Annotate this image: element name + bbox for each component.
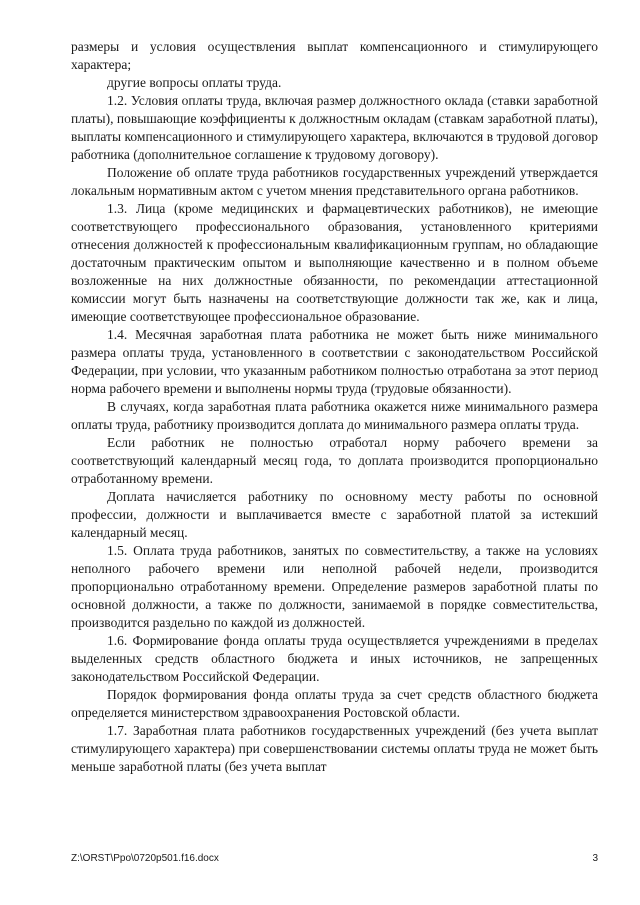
footer-file-path: Z:\ORST\Ppo\0720p501.f16.docx xyxy=(71,853,219,864)
paragraph-1-3: 1.3. Лица (кроме медицинских и фармацевтических работников), не имеющие соответствующего профессионального образования, установленного критериями отнесения должностей к профессиональным квалификационным группам, но обладающие достаточным практическим опытом и выполняющие качественно и в полном объеме возложенные на них должностные обязанности, по рекомендации аттестационной комиссии могут быть назначены на соответствующие должности так же, как и лица, имеющие соответствующее профессиональное образование. xyxy=(71,201,598,324)
paragraph-1-7: 1.7. Заработная плата работников государственных учреждений (без учета выплат стимулирующего характера) при совершенствовании системы оплаты труда не может быть меньше заработной платы (без учета выплат xyxy=(71,723,598,774)
paragraph-1-4: 1.4. Месячная заработная плата работника не может быть ниже минимального размера оплаты труда, установленного в соответствии с законодательством Российской Федерации, при условии, что указанным работником полностью отработана за этот период норма рабочего времени и выполнены нормы труда (трудовые обязанности). xyxy=(71,327,598,396)
paragraph-2: другие вопросы оплаты труда. xyxy=(107,75,282,90)
paragraph-surcharge-accrual: Доплата начисляется работнику по основному месту работы по основной профессии, должности и выплачивается вместе с заработной платой за истекший календарный месяц. xyxy=(71,489,598,540)
paragraph-1: размеры и условия осуществления выплат компенсационного и стимулирующего характера; xyxy=(71,39,598,72)
paragraph-regulation: Положение об оплате труда работников государственных учреждений утверждается локальным нормативным актом с учетом мнения представительного органа работников. xyxy=(71,165,598,198)
paragraph-1-6: 1.6. Формирование фонда оплаты труда осуществляется учреждениями в пределах выделенных средств областного бюджета и иных источников, не запрещенных законодательством Российской Федерации. xyxy=(71,633,598,684)
paragraph-1-5: 1.5. Оплата труда работников, занятых по совместительству, а также на условиях неполного рабочего времени или неполной рабочей недели, производится пропорционально отработанному времени. Определение размеров заработной платы по основной должности, а также по должности, занимаемой в порядке совместительства, производится раздельно по каждой из должностей. xyxy=(71,543,598,630)
paragraph-incomplete-time: Если работник не полностью отработал норму рабочего времени за соответствующий календарный месяц года, то доплата производится пропорционально отработанному времени. xyxy=(71,435,598,486)
paragraph-fund-order: Порядок формирования фонда оплаты труда за счет средств областного бюджета определяется министерством здравоохранения Ростовской области. xyxy=(71,687,598,720)
page-number: 3 xyxy=(592,853,598,864)
document-body xyxy=(71,38,598,776)
paragraph-1-2: 1.2. Условия оплаты труда, включая размер должностного оклада (ставки заработной платы), повышающие коэффициенты к должностным окладам (ставкам заработной платы), выплаты компенсационного и стимулирующего характера, включаются в трудовой договор работника (дополнительное соглашение к трудовому договору). xyxy=(71,93,598,162)
paragraph-surcharge: В случаях, когда заработная плата работника окажется ниже минимального размера оплаты труда, работнику производится доплата до минимального размера оплаты труда. xyxy=(71,399,598,432)
